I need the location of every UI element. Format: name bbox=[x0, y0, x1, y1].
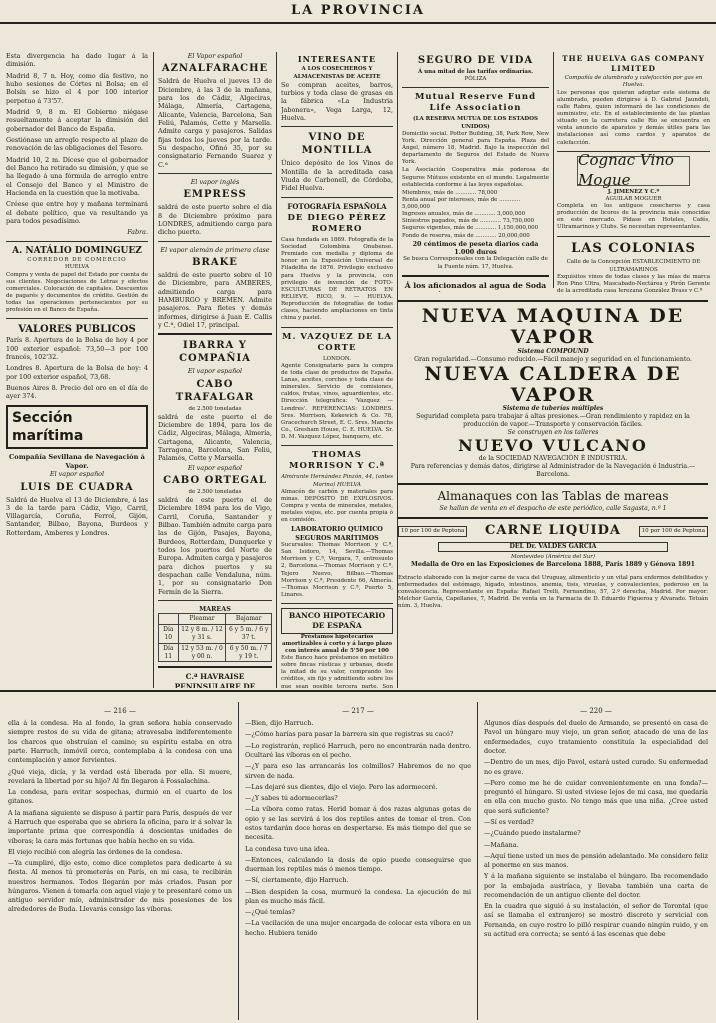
ship-label: El vapor alemán de primera clase bbox=[160, 245, 270, 254]
values-heading: VALORES PUBLICOS bbox=[18, 324, 136, 336]
ad-subheading: LONDON. bbox=[322, 355, 352, 362]
ship-label: El vapor español bbox=[49, 470, 105, 479]
divider bbox=[402, 275, 549, 277]
feuilleton-paragraph: —Entonces, calculando la dosis de opio puede conseguirse que duerman los reptiles más ó menos tiempo. bbox=[245, 855, 471, 874]
tides-heading: MAREAS bbox=[199, 605, 231, 614]
divider bbox=[158, 173, 272, 174]
feuilleton-paragraph: —Bien, dijo Harruch. bbox=[245, 719, 314, 728]
carne-sub2: Montevideo (América del Sur) bbox=[510, 553, 596, 560]
ad-heading: DE DIEGO PÉREZ ROMERO bbox=[287, 212, 387, 234]
divider bbox=[281, 327, 393, 328]
divider bbox=[158, 241, 272, 242]
banner-heading: NUEVA CALDERA DE VAPOR bbox=[424, 362, 682, 406]
divider bbox=[281, 445, 393, 446]
brand-sub: J. JIMENEZ Y C.ª bbox=[607, 188, 660, 195]
offer-line: 20 céntimos de peseta diarios cada 1.000 duros bbox=[412, 239, 539, 257]
table-cell: 6 y 5 m. / 6 y 37 t. bbox=[226, 625, 272, 644]
divider bbox=[398, 517, 708, 519]
feuilleton-paragraph: —Pero como me he de cuidar convenientemente en una fonda?—preguntó el húngaro. Si usted viviese lejos de mi casa, me quedaría en ella con mucho gusto. No tengo más que una niña. ¿Cree usted que será suficiente? bbox=[484, 778, 708, 815]
ad-heading: Á los aficionados al agua de Soda bbox=[404, 280, 547, 290]
feuilleton-paragraph: —Las dejaré sus dientes, dijo el viejo. Pero las adormeceré. bbox=[245, 782, 438, 791]
ad-text: Domicilio social. Potter Building, 38, Park Row, New York. Dirección general para España. Plaza del Ángel, número 18, Madrid. Bajo la inspección del departamento de Seguros del Estado de Nueva York. bbox=[402, 130, 549, 166]
notary-text: Compra y venta de papel del Estado por cuenta de sus clientes. Negociaciones de Letras y efectos comerciales. Colocación de capitales. Descuentos de pagarés y documentos de crédito. Gestión de todas las operaciones pertenecientes por su profesión en el Banco de España. bbox=[6, 271, 148, 314]
divider bbox=[158, 666, 272, 668]
ad-subheading: Calle de la Concepción ESTABLECIMIENTO DE ULTRAMARINOS bbox=[566, 259, 701, 273]
feuilleton-page-220 bbox=[484, 706, 708, 1023]
feuilleton-paragraph: Algunos días después del duelo de Armando, se presentó en casa de Pavol un húngaro muy viejo, un gran señor, atacado de una de las enfermedades, cuyo tratamiento constituía la especialidad del doctor. bbox=[484, 719, 708, 755]
table-cell: Día 10 bbox=[159, 625, 179, 644]
banner-subheading: de la SOCIEDAD NAVEGACIÓN É INDUSTRIA. bbox=[478, 455, 628, 462]
feuilleton-paragraph: El viejo recibió con alegría las órdenes de la condesa. bbox=[8, 847, 183, 856]
column-rule bbox=[276, 52, 277, 688]
values-paragraph: París 8. Apertura de la Bolsa de hoy 4 por 100 exterior español: 73,50—3 por 100 francés, 102'32. bbox=[6, 336, 148, 362]
feuilleton-paragraph: —¿Cómo harías para pasar la barrera sin que registras su cacó? bbox=[245, 730, 454, 739]
feuilleton-paragraph: En la cuadra que siguió á su instalación, el señor de Torontal (que así se llamaba el extranjero) se mostró discreto y servicial con Fernanda, en cuyo rostro lo pilló respirar cuando ningún ruido, y en su actitud era correcta; se sentó á las escenas que debe bbox=[484, 902, 708, 939]
ad-text: Completa en los antiguos cosecheros y casa producción de licores de la provincia más conocidas en este mercado. Pídase en Hoteles, Cafés, Ultramarinos y Clubs. Se necesitan representantes. bbox=[557, 202, 710, 231]
feuilleton-paragraph: —Ya cumpliré, dijo esto, como dice completos para dedicarte á su fiesta. Al menos tú prometerás en París, en mi casa, te recibirán nuestros hermanos. Todos llegarán por más criados. Pasan por húngaros. Vienen á tomarla con aquel viaje y te presentaré como un antiguo servidor mío, administrador de mis posesiones de los alrededores de Buda. Llevarás consigo las víboras. bbox=[8, 859, 232, 914]
feuilleton-paragraph: —Sí, ciertamente, dijo Harruch. bbox=[245, 876, 349, 885]
carne-heading: CARNE LIQUIDA bbox=[485, 522, 621, 538]
feuilleton-paragraph: —Lo registrarán, replicó Harruch, pero no encontrarán nada dentro. Ocultaré las víboras en el pecho. bbox=[245, 741, 471, 759]
ad-subheading: A LOS COSECHEROS Y ALMACENISTAS DE ACEITE bbox=[293, 66, 381, 80]
stats-row: Siniestros pagados, más de ............ 73,750,000 bbox=[402, 218, 535, 225]
tides-table bbox=[158, 613, 272, 662]
newspaper-title: LA PROVINCIA bbox=[291, 3, 425, 18]
table-row bbox=[159, 625, 272, 644]
ad-heading: SEGUROS MARÍTIMOS bbox=[295, 533, 379, 542]
divider bbox=[398, 300, 708, 302]
feuilleton-paragraph: Y á la mañana siguiente se instalaba el húngaro. Iba recomendado por la embajada austríaca, y llevaba también una carta de recomendación de un antiguo cliente del doctor. bbox=[484, 872, 708, 899]
ad-subheading: Almirante Hernández Pinzón, 44, (antes Marina) HUELVA bbox=[281, 474, 393, 488]
feuilleton-paragraph: A la mañana siguiente se dispuso á partir para París, después de ver á Harruch que esperaba que se abriera la oficina, para ir á solvar la importante prima que correspondía á doscientas unidades de víboras; la cara más fortunas que había hecho en su vida. bbox=[8, 808, 232, 845]
feuilleton-page-217 bbox=[245, 706, 471, 1023]
ad-text: Sucursales: Thomas Morrison y C.ª, San Isidoro, 14, Sevilla.—Thomas Morrison y C.ª, Vergara, 7, entresuelo 2, Barcelona.—Thomas Morrison y C.ª, Tejero Nuevo, Bilbao.—Thomas Morrison y C.ª, Presidente 66, Almería.—Thomas Morrison y C.ª, Puerto 5, Linares. bbox=[281, 542, 393, 598]
page-number: — 217 — bbox=[342, 707, 374, 715]
machinery-ad bbox=[398, 296, 708, 686]
ship-label: El vapor español bbox=[187, 463, 243, 472]
feuilleton-paragraph: La condesa tuvo una idea. bbox=[245, 844, 330, 853]
divider bbox=[398, 483, 708, 485]
ship-name: CABO ORTEGAL bbox=[163, 474, 267, 486]
ship-text: saldrá de este puerto sobre el 10 de Diciembre, para AMBERES, admitiendo carga para HAMBURGO y BREMEN. Admite pasajeros. Para fletes y demás informes, dirigirse á Juan E. Callis y C.ª, Odiel 17, principal. bbox=[158, 270, 272, 329]
ship-label: El vapor inglés bbox=[190, 177, 240, 186]
table-cell: Pleamar bbox=[178, 614, 226, 625]
carne-header bbox=[398, 523, 708, 540]
news-paragraph: Créese que entre hoy y mañana terminará el debate político, que va resultando ya para todos pesadísimo. bbox=[6, 200, 148, 225]
feuilleton-paragraph: —Mañana. bbox=[484, 840, 519, 849]
feuilleton-paragraph: La condesa, para evitar sospechas, durmió en el cuarto de los gitanos. bbox=[8, 788, 232, 806]
feuilleton-section bbox=[0, 690, 716, 1023]
ads-column-3 bbox=[281, 52, 393, 688]
table-row bbox=[159, 643, 272, 662]
ad-text: Almacén de carbón y materiales para minas. DEPÓSITO DE EXPLOSIVOS. Compra y venta de minerales, metales, metales viejos, etc. por cuenta propia ó en comisión. bbox=[281, 488, 393, 524]
insurance-column bbox=[402, 52, 549, 292]
stats-row: Miembros, más de ............ 78,000 bbox=[402, 189, 498, 196]
stats-row: Fondo de reserva, más de ............ 20,000,000 bbox=[402, 232, 530, 239]
ad-heading: M. VAZQUEZ DE LA CORTE bbox=[282, 331, 392, 353]
carne-medal: Medalla de Oro en las Exposiciones de Barcelona 1888, París 1889 y Génova 1891 bbox=[411, 560, 695, 568]
carne-sub: DEL Dr. VALDÉS GARCÍA bbox=[438, 542, 668, 552]
ad-text: Único depósito de los Vinos de Montilla de la acreditada casa Viuda de Carbonell, de Córdoba, Fidel Huelva. bbox=[281, 159, 393, 193]
carne-text: Extracto elaborado con la mejor carne de vaca del Uruguay, alimenticio y un vital para enfermos debilitados y enfermedades del estómago, hígado, intestinos, anemia, tisis, viruelas, y convalecientes, poderoso en la convalecencia. Representante en España: Rafael Trelli, Fernandino, 57, 2.º derecha, Madrid. Por mayor: Melchor García, Capellanes, 7, Madrid. De venta en la Farmacia de D. Eduardo Figueroa y Alvarado. Tetuán núm. 3, Huelva. bbox=[398, 574, 708, 610]
ship-tonnage: de 2.500 toneladas bbox=[188, 488, 242, 495]
divider bbox=[158, 600, 272, 601]
ship-text: saldrá de este puerto el de Diciembre 1894 para los de Vigo, Carril, Coruña, Santander y Bilbao. También admite carga para las de Gijón, Pasajes, Bayona, Burdeos, Rotterdam, Dunquerke y todos los puertos del Norte de Europa. Admiten carga y pasajeros para dichos puertos y su despachan calle Vendaluna, núm. 1, por su consignatario Don Fermín de la Sierra. bbox=[158, 496, 272, 596]
ad-heading: BANCO HIPOTECARIO DE ESPAÑA bbox=[281, 608, 393, 634]
stats-row: Seguros vigentes, más de ............ 1,150,000,000 bbox=[402, 225, 539, 232]
divider bbox=[158, 333, 272, 335]
ads-column-5 bbox=[557, 52, 710, 292]
column-rule bbox=[238, 702, 239, 1020]
table-cell: Día 11 bbox=[159, 643, 179, 662]
feuilleton-paragraph: ella á la condesa. Ha al fondo, la gran señora había conservado siempre restos de su vida de gitana; atravesaba indiferentemente los charcos que obstruían el camino; su espíritu estaba en otra parte. Harruch, inmóvil cerca, contemplaba á la condesa con una contemplación y amor fervientes. bbox=[8, 719, 232, 765]
ad-text: Este Banco hace préstamos en metálico sobre fincas rústicas y urbanas, desde la mitad de su valor, comprando los créditos, sin fijo y admitiendo sobre los que sean posible tercera parte. Son bbox=[281, 655, 393, 688]
ship-name: CABO TRAFALGAR bbox=[175, 378, 255, 403]
ad-heading: INTERESANTE bbox=[297, 54, 377, 64]
ad-heading: Mutual Reserve Fund Life Association bbox=[414, 92, 537, 114]
news-paragraph: Esta divergencia ha dado lugar á la dimisión. bbox=[6, 52, 148, 69]
news-paragraph: Madrid 9, 8 m. El Gobierno niégase resueltamente á aceptar la dimisión del gobernador del Banco de España. bbox=[6, 107, 148, 133]
maritime-section-heading: Sección marítima bbox=[6, 405, 148, 449]
masthead bbox=[0, 0, 716, 24]
ship-tonnage: de 2.500 toneladas bbox=[188, 405, 242, 412]
banner-subheading: Sistema COMPOUND bbox=[517, 347, 589, 355]
notary-city: HUELVA bbox=[64, 264, 90, 271]
stats-row: Renta anual por intereses, más de ............ 5,000,000 bbox=[402, 196, 521, 211]
ad-text: Se compran aceites, barros, turbios y toda clase de grasas en la fábrica «La Industria Jabonera», Vega Larga, 12, Huelva. bbox=[281, 80, 393, 122]
banner-heading: NUEVO VULCANO bbox=[458, 436, 648, 456]
divider bbox=[281, 197, 393, 198]
page-number: — 220 — bbox=[580, 707, 612, 715]
news-paragraph: Madrid 10, 2 m. Dícese que el gobernador del Banco ha retirado su dimisión, y que se ha llegado á una fórmula de arreglo entre el Consejo del Banco y el Ministro de Hacienda en la cuestión que la motivaba. bbox=[6, 155, 148, 197]
almanac-heading: Almanaques con las Tablas de mareas bbox=[437, 489, 669, 504]
ad-text: Agente Consignatario para la compra de toda clase de productos de España. Lanas, aceites, corchos y toda clase de minerales. Servicio de comisiones, caldos, frutas, vinos, aguardientes, etc. Dirección telegráfica: 'Vazquez — Londres'. REFERENCIAS: LONDRES. Sres. Morrison, Kekewich & Co. 78, Gracechurch Street, E. C. Sres. Manchs Co., Gresham House, C. E. HUELVA. Sr. D. M. Vazquez López, banquero, etc. bbox=[281, 362, 393, 441]
ship-name: BRAKE bbox=[192, 256, 238, 268]
divider bbox=[281, 126, 393, 127]
feuilleton-paragraph: ¿Qué vieja, dicía, y la verdad está liberada por ella. Si muere, revelará la libertad por su hijo? Al fin llegaron á Fossalachina. bbox=[8, 767, 232, 785]
ad-subheading: (LA RESERVA MUTUA DE LOS ESTADOS UNIDOS) bbox=[413, 116, 538, 130]
ad-heading: LABORATORIO QUÍMICO bbox=[291, 525, 383, 534]
ship-text: Saldrá de Huelva el jueves 13 de Diciembre, á las 3 de la mañana, para los de Cádiz, Algeciras, Málaga, Almería, Cartagena, Alicante, Valencia, Barcelona, San Feliú, Palamós, Cette y Marsella. Admite carga y pasajeros. Salidas fijas todos los jueves por la tarde. Su despacho, Ofinó 35, por su consignatario Fernando Suarez y C.ª bbox=[158, 77, 272, 169]
column-rule bbox=[477, 702, 478, 1020]
ad-heading: LAS COLONIAS bbox=[571, 240, 696, 256]
feuilleton-paragraph: —¿Y para eso las arrancarás los colmillos? Habremos de no que sirven de nada. bbox=[245, 762, 471, 780]
table-cell: 6 y 50 m. / 7 y 19 t. bbox=[226, 643, 272, 662]
ad-subheading: PÓLIZA bbox=[464, 76, 487, 83]
feuilleton-paragraph: —Bien despiden la cosa, murmuró la condesa. La ejecución de mi plan es mucho más fácil. bbox=[245, 887, 471, 905]
cognac-logo bbox=[577, 151, 690, 189]
ad-text: La Asociación Cooperativa más poderosa de Seguros Mútuos existente en el mundo. Legalmente establecida conforme á las leyes españolas. bbox=[402, 167, 549, 188]
havraise-heading: C.ª HAVRAISE PENINSULAIRE DE bbox=[174, 672, 256, 688]
divider bbox=[402, 87, 549, 88]
ship-name: EMPRESS bbox=[183, 189, 247, 201]
ship-text: saldrá de este puerto el de Diciembre de 1894, para los de Cádiz, Algeciras, Málaga, Almería, Cartagena, Alicante, Valencia, Tarragona, Barcelona, San Feliú, Palamós, Cette y Marsella. bbox=[158, 412, 272, 463]
ad-text: Los personas que quieran adoptar este sistema de alumbrado, pueden dirigirse á D. Gabriel Jaundeli, calle Rabra, quien informará de las condiciones de suministro, etc. En el establecimiento de las plantas situado en la carretera calle Rio se encuentra en venta anuncio de aparatos y demás útiles para las instalaciones así como cardos y aparatos de calefacción. bbox=[557, 89, 710, 146]
feuilleton-paragraph: —Dentro de un mes, dijo Pavol, estará usted curado. Su enfermedad no es grave. bbox=[484, 758, 708, 776]
divider bbox=[557, 236, 710, 237]
banner-text: Para referencias y demás datos, dirigirse al Administrador de la Navegación é Industria.—Barcelona. bbox=[410, 463, 696, 479]
table-header-row bbox=[159, 614, 272, 625]
cognac-brand-text: Cognac Vino Mogue bbox=[578, 151, 674, 189]
news-column-1 bbox=[6, 52, 148, 688]
feuilleton-paragraph: —La vacilación de una mujer encargada de colocar esta víbora en un hecho. Hubiera tenido bbox=[245, 919, 471, 937]
ad-heading: FOTOGRAFÍA ESPAÑOLA bbox=[287, 201, 387, 211]
feuilleton-paragraph: —Aquí tiene usted un mes de pensión adelantado. Me considero feliz al ponerme en sus manos. bbox=[484, 851, 708, 870]
banner-subheading: Sistema de tuberías múltiples bbox=[502, 405, 604, 413]
carne-right-badge: 10 por 100 de Peptona bbox=[639, 526, 708, 537]
ad-text: Casa fundada en 1869. Fotografía de la Sociedad Colombina Onubense. Premiado con medalla y diploma de honor en la Exposición Universal de Filadelfia de 1876. Privilegio exclusivo para Huelva y la provincia, con privilegio de invención de FOTO-ESCULTURAS DE RETRATOS EN RELIEVE. RICO, 9. — HUELVA. Reproducción de fotografías de todas clases, haciendo ampliaciones en tinta china y pastel. bbox=[281, 236, 393, 322]
feuilleton-paragraph: —¿Y sabes tú adormecerlas? bbox=[245, 794, 338, 803]
news-paragraph: Gestiónase un arreglo respecto al plazo de renovación de las obligaciones del Tesoro. bbox=[6, 135, 148, 153]
ad-heading: VINO DE MONTILLA bbox=[301, 132, 373, 157]
feuilleton-paragraph: —La víbora como ratas. Herid bomar á dos razas algunas gotas de opio y se las servirá á los dos reptiles antes de tomar el tren. Con estos tardarán doce horas en despertarse. Es más tiempo del que se necesita. bbox=[245, 805, 471, 842]
feuilleton-page-216 bbox=[8, 706, 232, 1023]
ad-heading: THOMAS MORRISON Y C.ª bbox=[289, 450, 385, 472]
divider bbox=[281, 603, 393, 604]
ad-subheading: Préstamos hipotecarios amortizables á corto y á largo plazo con interés anual de 5'50 por 100 bbox=[281, 633, 393, 654]
banner-heading: NUEVA MAQUINA DE VAPOR bbox=[421, 305, 685, 348]
agent-line: Se busca Corresponsales con la Delegación calle de la Fuente núm. 17, Huelva. bbox=[403, 256, 548, 270]
table-cell bbox=[159, 614, 179, 625]
banner-note: Se construyen en los talleres bbox=[507, 429, 599, 437]
ad-text: Exquisitos vinos de todas clases y las mías de marca Ron Pino Ultra, Mascabado-Nectárea y Pirón Gerente de la acreditada casa Jerezana González Byass y C.ª bbox=[557, 273, 710, 292]
values-paragraph: Londres 8. Apertura de la Bolsa de hoy: 4 por 100 exterior español, 73,68. bbox=[6, 364, 148, 381]
ship-label: El Vapor español bbox=[187, 52, 243, 60]
ship-text: saldrá de este puerto sobre el día 8 de Diciembre próximo para LONDRES, admitiendo carga para dicho puerto. bbox=[158, 203, 272, 237]
notary-role: CORREDOR DE COMERCIO bbox=[27, 257, 127, 264]
feuilleton-paragraph: —Sí es verdad? bbox=[484, 817, 534, 826]
company-heading: IBARRA Y COMPAÑIA bbox=[179, 340, 251, 365]
notary-name: A. NATÁLIO DOMINGUEZ bbox=[12, 245, 142, 256]
ad-subheading: Á una mitad de las tarifas ordinarias. bbox=[417, 69, 533, 75]
ship-name: AZNALFARACHE bbox=[161, 63, 269, 75]
column-rule bbox=[553, 52, 554, 288]
table-cell: 12 y 53 m. / 0 y 00 n. bbox=[178, 643, 226, 662]
company-name: Compañía Sevillana de Navegación á Vapor. bbox=[9, 453, 145, 470]
signature: Fabra. bbox=[127, 228, 148, 237]
ship-text: Saldrá de Huelva el 13 de Diciembre, á las 3 de la tarde para Cádiz, Vigo, Carril, Villagarcía, Coruña, Ferrol, Gijón, Santander, Bilbao, Bayona, Burdeos y Rotterdam, Amberes y Londres. bbox=[6, 495, 148, 537]
column-rule bbox=[153, 52, 154, 688]
feuilleton-paragraph: —¿Qué temías? bbox=[245, 908, 295, 917]
shipping-column bbox=[158, 52, 272, 688]
stats-row: Ingresos anuales, más de ............ 3,000,000 bbox=[402, 211, 526, 218]
table-cell: Bajamar bbox=[226, 614, 272, 625]
news-paragraph: Madrid 8, 7 n. Hoy, como día festivo, no hubo sesiones de Córtes ni Bolsa; en el Bolsín se hizo el 4 por 100 interior perpetuo á 73'57. bbox=[6, 71, 148, 105]
almanac-sub: Se hallan de venta en el despacho de este periódico, calle Sagasta, n.º 1 bbox=[439, 504, 667, 512]
ad-heading: THE HUELVA GAS COMPANY LIMITED bbox=[562, 54, 705, 73]
page-number: — 216 — bbox=[104, 707, 136, 715]
ad-subheading: Compañía de alumbrado y calefacción por gas en Huelva. bbox=[564, 75, 703, 89]
banner-text: Gran regularidad.—Consumo reducido.—Fácil manejo y seguridad en el funcionamiento. bbox=[414, 355, 692, 363]
feuilleton-paragraph: —¿Cuándo puedo instalarme? bbox=[484, 829, 581, 838]
ship-name: LUIS DE CUADRA bbox=[20, 481, 134, 493]
brand-sub: AGUILAR MOGUER bbox=[605, 195, 662, 202]
banner-text: Seguridad completa para trabajar á altas presiones.—Gran rendimiento y rapidez en la producción de vapor.—Transporte y conservación fáciles. bbox=[416, 413, 690, 429]
table-cell: 12 y 8 m. / 12 y 31 s. bbox=[178, 625, 226, 644]
carne-left-badge: 10 por 100 de Peptona bbox=[398, 526, 467, 537]
ship-label: El vapor español bbox=[187, 367, 243, 376]
divider bbox=[6, 241, 148, 242]
values-paragraph: Buenos Aires 8. Precio del oro en el día de ayer 374. bbox=[6, 384, 148, 401]
divider bbox=[6, 318, 148, 319]
ad-heading: SEGURO DE VIDA bbox=[417, 55, 534, 66]
